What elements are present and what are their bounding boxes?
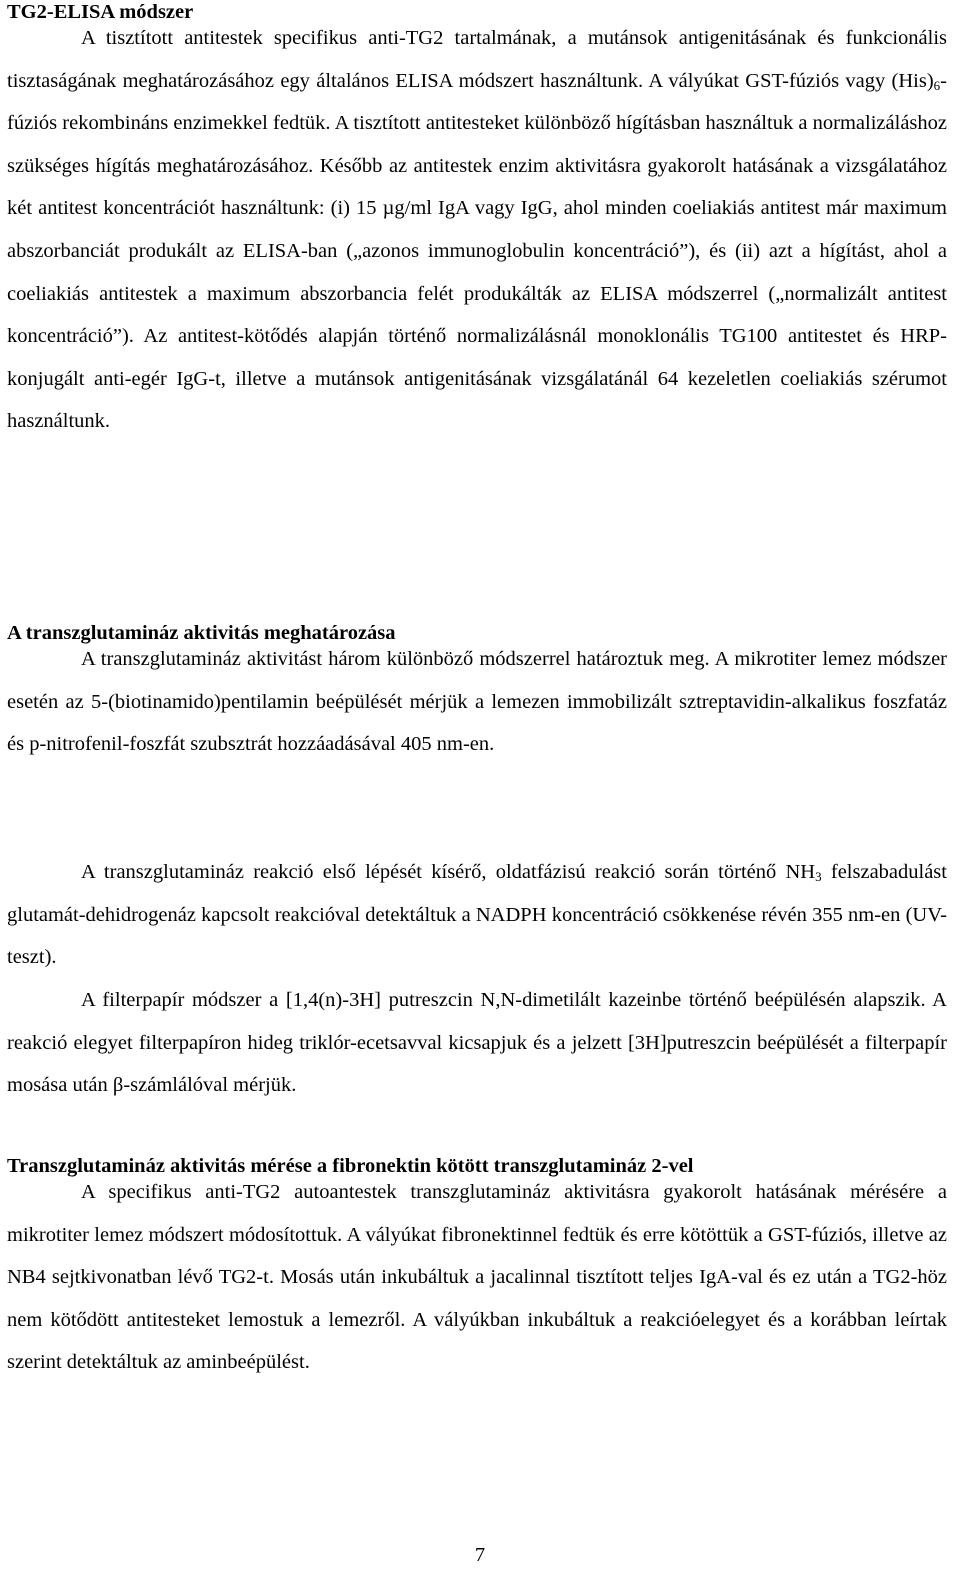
paragraph-tg2-elisa [7,17,947,443]
page-number: 7 [474,1544,486,1566]
paragraph-text: -fúziós rekombináns enzimekkel fedtük. A tisztított antitesteket különböző hígításban használtuk a normalizáláshoz szükséges hígítás meghatározásához. Később az antitestek enzim aktivitásra gyakorolt hatásának a vizsgálatához két antitest koncentrációt használtunk: (i) 15 µg/ml IgA vagy IgG, ahol minden coeliakiás antitest már maximum abszorbanciát produkált az ELISA-ban („azonos immunoglobulin koncentráció”), és (ii) azt a hígítást, ahol a coeliakiás antitestek a maximum abszorbancia felét produkálták az ELISA módszerrel („normalizált antitest koncentráció”). Az antitest-kötődés alapján történő normalizálásnál monoklonális TG100 antitestet és HRP-konjugált anti-egér IgG-t, illetve a mutánsok antigenitásának vizsgálatánál 64 kezeletlen coeliakiás szérumot használtunk. [7,69,947,433]
paragraph-fibronectin-method: A specifikus anti-TG2 autoantestek transzglutamináz aktivitásra gyakorolt hatásának mérésére a mikrotiter lemez módszert módosítottuk. A vályúkat fibronektinnel fedtük és erre kötöttük a GST-fúziós, illetve az NB4 sejtkivonatban lévő TG2-t. Mosás után inkubáltuk a jacalinnal tisztított teljes IgA-val és ez után a TG2-höz nem kötődött antitesteket lemostuk a lemezről. A vályúkban inkubáltuk a reakcióelegyet és a korábban leírtak szerint detektáltuk az aminbeépülést. [7,1181,947,1374]
paragraph-text: felszabadulást glutamát-dehidrogenáz kapcsolt reakcióval detektáltuk a NADPH koncentráció csökkenése révén 355 nm-en (UV-teszt). [7,861,947,969]
paragraph-text: A transzglutamináz reakció első lépését kísérő, oldatfázisú reakció során történő NH [81,861,816,883]
paragraph-microtiter-method: A transzglutamináz aktivitást három különböző módszerrel határoztuk meg. A mikrotiter lemez módszer esetén az 5-(biotinamido)pentilamin beépülését mérjük a lemezen immobilizált sztreptavidin-alkalikus foszfatáz és p-nitrofenil-foszfát szubsztrát hozzáadásával 405 nm-en. [7,648,947,756]
section-heading-fibronectin-bound: Transzglutamináz aktivitás mérése a fibronektin kötött transzglutamináz 2-vel [7,1155,694,1177]
subscript-3: 3 [815,869,822,884]
subscript-6: 6 [933,77,941,93]
section-heading-activity-determination: A transzglutamináz aktivitás meghatározása [7,622,396,644]
paragraph-nh3-method [7,851,947,979]
paragraph-filterpaper-method: A filterpapír módszer a [1,4(n)-3H] putreszcin N,N-dimetilált kazeinbe történő beépülésén alapszik. A reakció elegyet filterpapíron hideg triklór-ecetsavval kicsapjuk és a jelzett [3H]putreszcin beépülését a filterpapír mosása után β-számlálóval mérjük. [7,989,947,1097]
paragraph-text: A tisztított antitestek specifikus anti-TG2 tartalmának, a mutánsok antigenitásának és funkcionális tisztaságának meghatározásához egy általános ELISA módszert használtunk. A vályúkat GST-fúziós vagy (His) [7,27,947,92]
section-heading-tg2-elisa: TG2-ELISA módszer [7,1,194,23]
